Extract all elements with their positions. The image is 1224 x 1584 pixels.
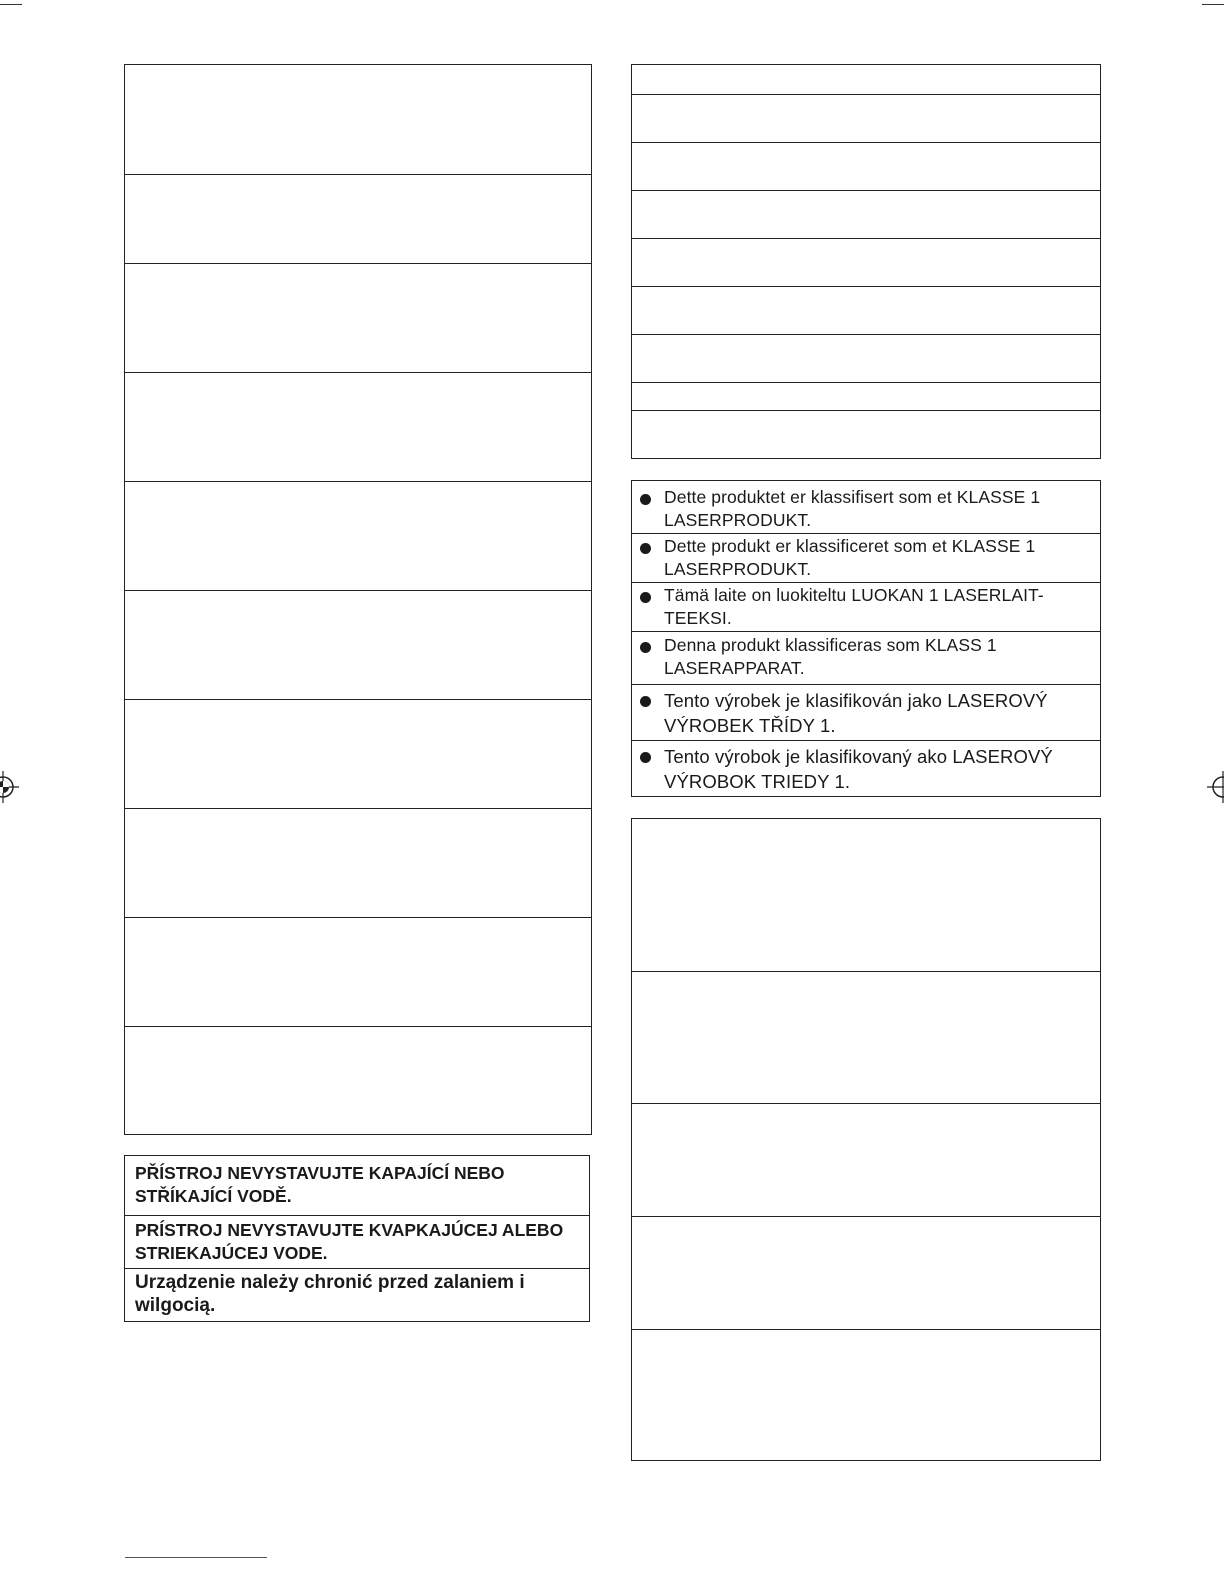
bullet-icon — [640, 592, 651, 603]
laser-notice-table — [631, 480, 1101, 797]
right-top-row-7 — [632, 334, 1100, 382]
right-bottom-empty-table — [631, 818, 1101, 1461]
left-table-row-1 — [125, 65, 591, 174]
right-top-row-1 — [632, 65, 1100, 94]
laser-notice-text: Denna produkt klassificeras som KLASS 1 LASERAPPARAT. — [664, 635, 997, 678]
laser-notice-text: Dette produktet er klassifisert som et KLASSE 1 LASERPRODUKT. — [664, 487, 1041, 530]
footnote-rule — [125, 1557, 267, 1558]
water-warning-text: PŘÍSTROJ NEVYSTAVUJTE KAPAJÍCÍ NEBO STŘÍKAJÍCÍ VODĚ. — [135, 1163, 505, 1206]
right-bottom-row-5 — [632, 1329, 1100, 1460]
registration-mark-left-icon — [0, 770, 20, 804]
left-table-row-2 — [125, 174, 591, 263]
bullet-icon — [640, 543, 651, 554]
left-table-row-10 — [125, 1026, 591, 1134]
laser-notice-text: Dette produkt er klassificeret som et KLASSE 1 LASERPRODUKT. — [664, 536, 1036, 579]
water-warning-row — [125, 1215, 589, 1268]
laser-notice-row — [632, 740, 1100, 796]
laser-notice-text: Tento výrobek je klasifikován jako LASEROVÝ VÝROBEK TŘÍDY 1. — [664, 690, 1048, 736]
laser-notice-row — [632, 631, 1100, 684]
bullet-icon — [640, 642, 651, 653]
left-table-row-5 — [125, 481, 591, 590]
right-bottom-row-4 — [632, 1216, 1100, 1329]
right-bottom-row-3 — [632, 1103, 1100, 1216]
bullet-icon — [640, 696, 651, 707]
laser-notice-row — [632, 533, 1100, 582]
crop-mark-top-right — [1202, 4, 1224, 5]
left-table-row-8 — [125, 808, 591, 917]
laser-notice-row — [632, 582, 1100, 631]
right-bottom-row-2 — [632, 971, 1100, 1103]
left-empty-table — [124, 64, 592, 1135]
registration-mark-right-icon — [1206, 770, 1224, 804]
right-top-row-8 — [632, 382, 1100, 410]
right-top-row-2 — [632, 94, 1100, 142]
right-top-row-9 — [632, 410, 1100, 458]
right-top-empty-table — [631, 64, 1101, 459]
water-warning-text: Urządzenie należy chronić przed zalaniem i wilgocią. — [135, 1272, 525, 1316]
right-top-row-5 — [632, 238, 1100, 286]
laser-notice-text: Tämä laite on luokiteltu LUOKAN 1 LASERLAIT-TEEKSI. — [664, 585, 1044, 628]
right-top-row-3 — [632, 142, 1100, 190]
right-bottom-row-1 — [632, 819, 1100, 971]
left-table-row-6 — [125, 590, 591, 699]
bullet-icon — [640, 494, 651, 505]
right-top-row-6 — [632, 286, 1100, 334]
laser-notice-text: Tento výrobok je klasifikovaný ako LASEROVÝ VÝROBOK TRIEDY 1. — [664, 746, 1053, 792]
water-warning-row — [125, 1268, 589, 1321]
laser-notice-row — [632, 684, 1100, 740]
left-table-row-9 — [125, 917, 591, 1026]
left-table-row-4 — [125, 372, 591, 481]
laser-notice-row — [632, 481, 1100, 533]
water-warning-table — [124, 1155, 590, 1322]
water-warning-text: PRÍSTROJ NEVYSTAVUJTE KVAPKAJÚCEJ ALEBO STRIEKAJÚCEJ VODE. — [135, 1220, 564, 1263]
left-table-row-3 — [125, 263, 591, 372]
right-top-row-4 — [632, 190, 1100, 238]
bullet-icon — [640, 752, 651, 763]
water-warning-row — [125, 1156, 589, 1215]
crop-mark-top-left — [0, 4, 22, 5]
left-table-row-7 — [125, 699, 591, 808]
